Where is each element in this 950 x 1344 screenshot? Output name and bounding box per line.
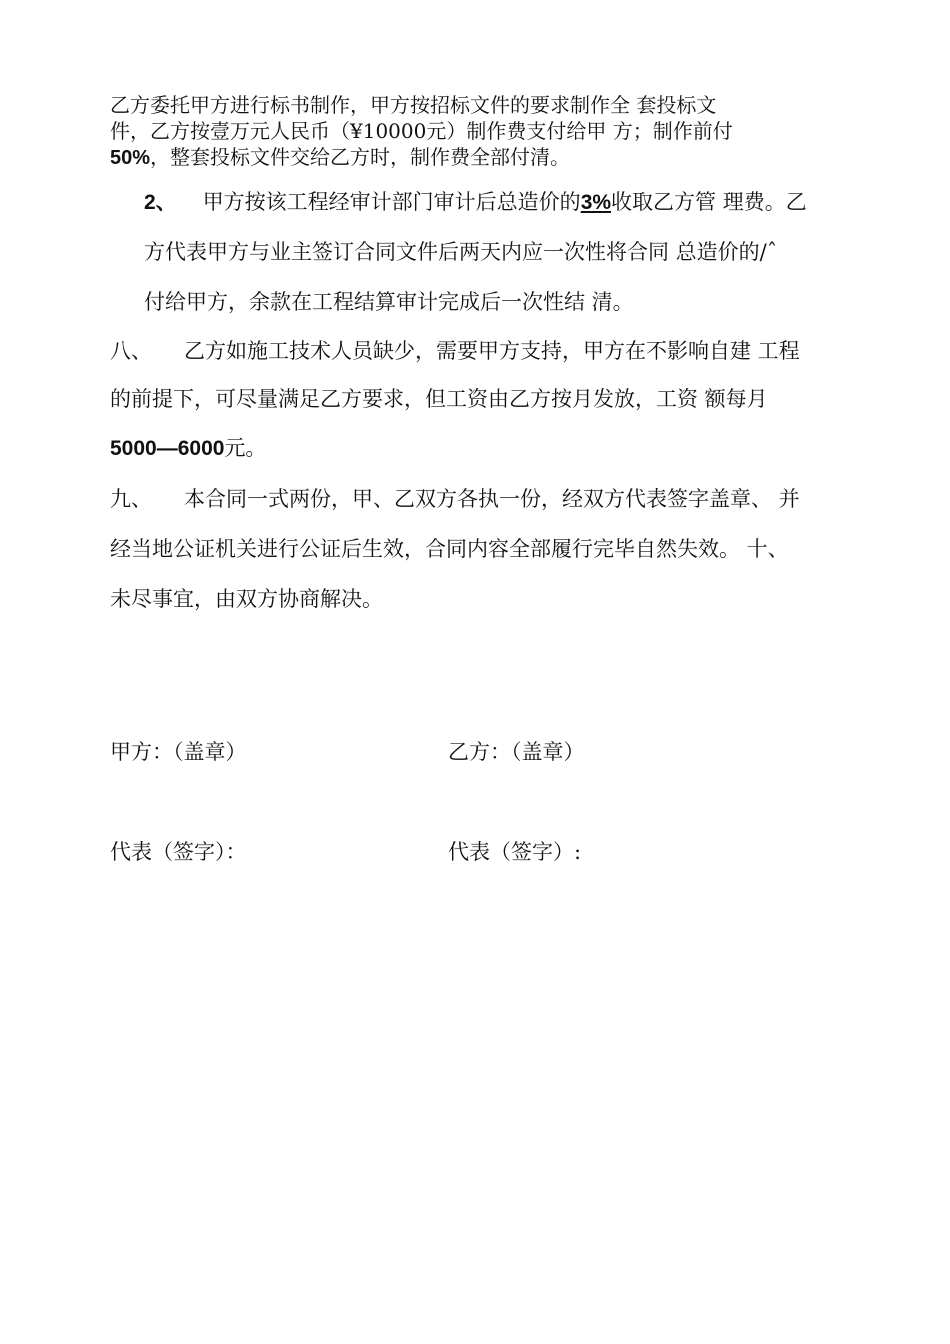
text: 乙方委托甲方进行标书制作，甲方按招标文件的要求制作全 套投标文	[110, 93, 717, 117]
clause9-line2	[110, 535, 789, 563]
clause-number: 九、	[110, 487, 152, 511]
clause7-p1-line2	[110, 118, 733, 144]
text: 元。	[224, 436, 267, 460]
percentage-text: 3%	[580, 191, 612, 214]
text: 乙方：（盖章）	[448, 740, 585, 764]
party-b-seal	[448, 738, 585, 766]
clause8-line3	[110, 434, 266, 463]
clause9-line1	[110, 485, 800, 513]
clause7-p1-line1	[110, 92, 716, 118]
amount-text: 5000—6000	[110, 437, 225, 460]
party-a-representative	[110, 838, 247, 866]
clause-number: 八、	[110, 339, 152, 363]
clause7-item2-line2	[144, 238, 777, 266]
party-b-representative	[448, 838, 581, 866]
clause9-line3	[110, 585, 383, 613]
text: 未尽事宜，由双方协商解决。	[110, 587, 383, 611]
clause7-item2-line3	[144, 288, 634, 316]
text: 经当地公证机关进行公证后生效，合同内容全部履行完毕自然失效。 十、	[110, 537, 789, 561]
text: 代表（签字）:	[448, 840, 582, 864]
text: ，整套投标文件交给乙方时，制作费全部付清。	[150, 145, 571, 169]
text: 付给甲方，余款在工程结算审计完成后一次性结 清。	[144, 290, 634, 314]
text: 乙方如施工技术人员缺少，需要甲方支持，甲方在不影响自建 工程	[184, 339, 800, 363]
clause7-p1-line3	[110, 144, 570, 171]
text: 本合同一式两份，甲、乙双方各执一份，经双方代表签字盖章、 并	[184, 487, 800, 511]
text: 甲方按该工程经审计部门审计后总造价的	[202, 190, 581, 214]
party-a-seal	[110, 738, 247, 766]
clause8-line1	[110, 337, 800, 365]
clause7-item2-line1	[144, 188, 807, 217]
item-number: 2、	[144, 191, 177, 214]
text: 代表（签字）：	[110, 840, 247, 864]
clause8-line2	[110, 385, 768, 413]
text: 收取乙方管 理费。乙	[611, 190, 807, 214]
text: 方代表甲方与业主签订合同文件后两天内应一次性将合同 总造价的/ˆ	[144, 240, 778, 264]
percentage-text: 50%	[110, 147, 151, 169]
text: 件，乙方按壹万元人民币（¥10000元）制作费支付给甲 方；制作前付	[110, 119, 733, 143]
text: 的前提下，可尽量满足乙方要求，但工资由乙方按月发放，工资 额每月	[110, 387, 768, 411]
text: 甲方：（盖章）	[110, 740, 247, 764]
